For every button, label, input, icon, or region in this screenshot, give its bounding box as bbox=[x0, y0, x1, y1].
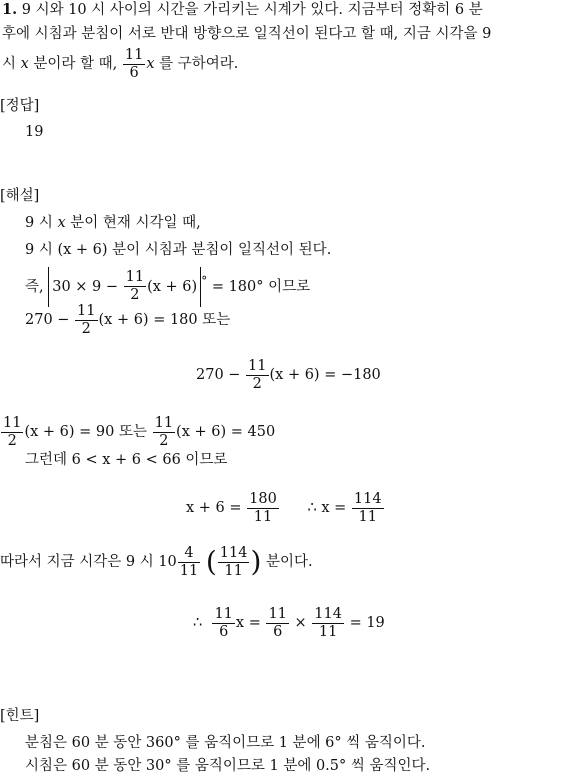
fraction-11-6: $\frac{11}{6}$ bbox=[124, 46, 144, 81]
solution-line-9: 따라서 지금 시각은 9 시 10 $\frac{4}{11}$ ( $\frac{114}{11}$ ) 분이다. bbox=[0, 544, 313, 579]
problem-line-2 bbox=[2, 24, 491, 44]
solution-line-8: x + 6 = $\frac{180}{11}$ ∴ x = $\frac{114}{11}$ bbox=[186, 490, 382, 525]
problem-text-2: 후에 시침과 분침이 서로 반대 방향으로 일직선이 된다고 할 때, 지금 시각을 9 bbox=[2, 26, 492, 42]
var-x: x bbox=[146, 56, 155, 72]
answer-label: [정답] bbox=[0, 98, 40, 114]
var-x: x bbox=[20, 56, 29, 72]
solution-line-3: 즉, 30 × 9 − $\frac{11}{2}$ (x + 6) ° = 180° 이므로 bbox=[25, 260, 310, 302]
answer-value: 19 bbox=[25, 124, 44, 140]
solution-line-1: 9 시 x 분이 현재 시각일 때, bbox=[25, 215, 201, 231]
solution-line-4: 270 − $\frac{11}{2}$ (x + 6) = 180 또는 bbox=[25, 302, 231, 337]
problem-text-3b: 분이라 할 때, bbox=[33, 56, 118, 72]
solution-line-2: 9 시 (x + 6) 분이 시침과 분침이 일직선이 된다. bbox=[25, 242, 332, 258]
problem-text-1: 9 시와 10 시 사이의 시간을 가리키는 시계가 있다. 지금부터 정확히 6 분 bbox=[21, 2, 483, 18]
solution-label: [해설] bbox=[0, 188, 40, 204]
hint-label: [힌트] bbox=[0, 708, 40, 724]
absolute-value: 30 × 9 − $\frac{11}{2}$ (x + 6) bbox=[48, 267, 201, 307]
solution-line-7: 그런데 6 < x + 6 < 66 이므로 bbox=[25, 452, 228, 468]
solution-line-6: $\frac{11}{2}$ (x + 6) = 90 또는 $\frac{11}{2}$ (x + 6) = 450 bbox=[3, 414, 276, 449]
hint-line-2: 시침은 60 분 동안 30° 를 움직이므로 1 분에 0.5° 씩 움직인다. bbox=[25, 758, 431, 774]
problem-text-3a: 시 bbox=[2, 56, 17, 72]
problem-line-3 bbox=[2, 44, 238, 84]
hint-line-1: 분침은 60 분 동안 360° 를 움직이므로 1 분에 6° 씩 움직이다. bbox=[25, 735, 426, 751]
problem-line-1 bbox=[2, 0, 483, 20]
solution-line-5: 270 − $\frac{11}{2}$ (x + 6) = −180 bbox=[196, 357, 381, 392]
problem-number: 1. bbox=[2, 1, 18, 18]
problem-text-3c: 를 구하여라. bbox=[159, 56, 239, 72]
solution-line-10: ∴ $\frac{11}{6}$ x = $\frac{11}{6}$ × $\frac{114}{11}$ = 19 bbox=[193, 605, 385, 640]
